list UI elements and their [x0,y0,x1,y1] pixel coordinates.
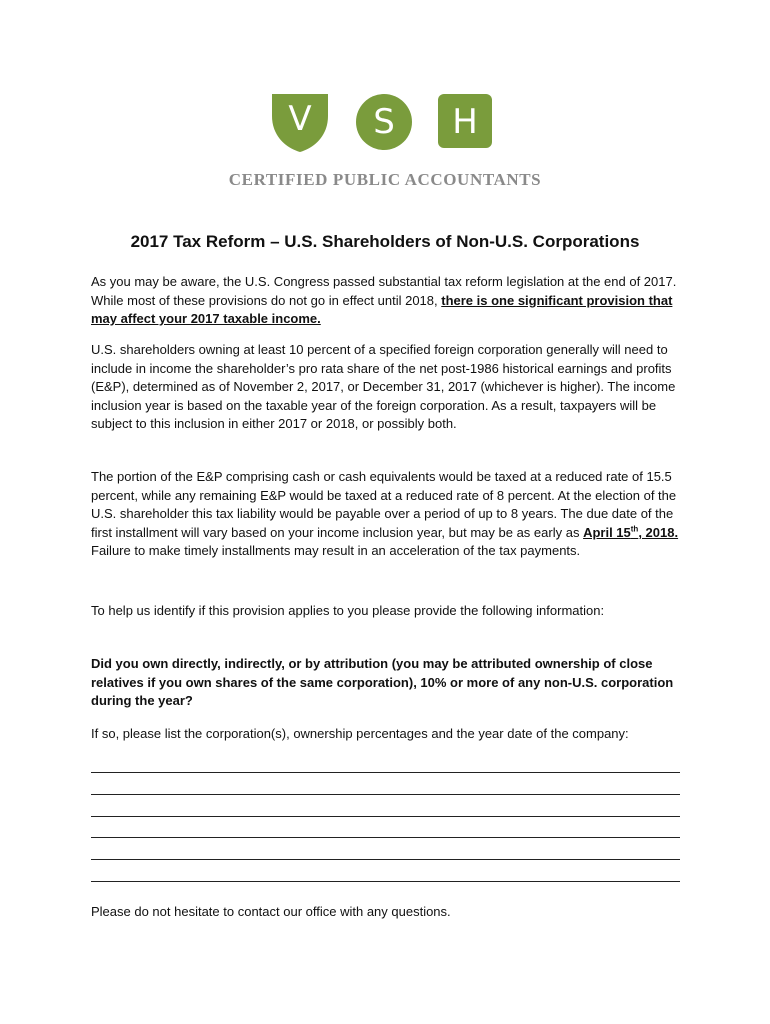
answer-line[interactable] [91,794,680,795]
answer-line[interactable] [91,837,680,838]
vsh-logo [272,94,502,152]
inclusion-paragraph: U.S. shareholders owning at least 10 percent of a specified foreign corporation generally will need to include in income the shareholder’s pro rata share of the net post-1986 historical earnings and profits (E&P), determined as of November 2, 2017, or December 31, 2017 (whichever is higher). The income inclusion year is based on the taxable year of the foreign corporation. As a result, taxpayers will be subject to this inclusion in either 2017 or 2018, or possibly both. [91,342,676,432]
due-date-day: April 15 [583,524,631,540]
ownership-question: Did you own directly, indirectly, or by attribution (you may be attributed ownership of close relatives if you own shares of the same corporation), 10% or more of any non-U.S. corporation during the year? [91,656,674,709]
closing-text: Please do not hesitate to contact our office with any questions. [91,904,451,919]
logo-letter-v: V [288,99,312,139]
listing-instruction: If so, please list the corporation(s), ownership percentages and the year date of the company: [91,726,629,741]
tax-rate-tail: Failure to make timely installments may result in an acceleration of the tax payments. [91,543,581,559]
answer-line[interactable] [91,816,680,817]
intro-paragraph [91,273,687,329]
answer-line[interactable] [91,859,680,860]
logo-letter-h: H [438,94,492,148]
due-date [583,525,678,540]
answer-line[interactable] [91,881,680,882]
logo-tagline: CERTIFIED PUBLIC ACCOUNTANTS [228,170,542,189]
intro-text: As you may be aware, the U.S. Congress passed substantial tax reform legislation at the end of 2017. While most of these provisions do not go in effect until 2018, [91,274,677,308]
due-date-suffix: th [630,524,639,534]
logo-v-shield [272,94,328,152]
tax-rate-text: The portion of the E&P comprising cash or cash equivalents would be taxed at a reduced rate of 15.5 percent, while any remaining E&P would be taxed at a reduced rate of 8 percent. At the election of the U.S. shareholder this tax liability would be payable over a period of up to 8 years. The due date of the first installment will vary based on your income inclusion year, but may be as early as [91,469,677,540]
page-title: 2017 Tax Reform – U.S. Shareholders of Non-U.S. Corporations [130,232,640,251]
tax-rate-paragraph [91,468,687,561]
logo-letter-s: S [356,94,412,150]
answer-line[interactable] [91,772,680,773]
request-paragraph: To help us identify if this provision applies to you please provide the following information: [91,603,605,618]
intro-emphasis: there is one significant provision that may affect your 2017 taxable income. [91,292,673,327]
due-date-year: , 2018. [638,524,679,540]
